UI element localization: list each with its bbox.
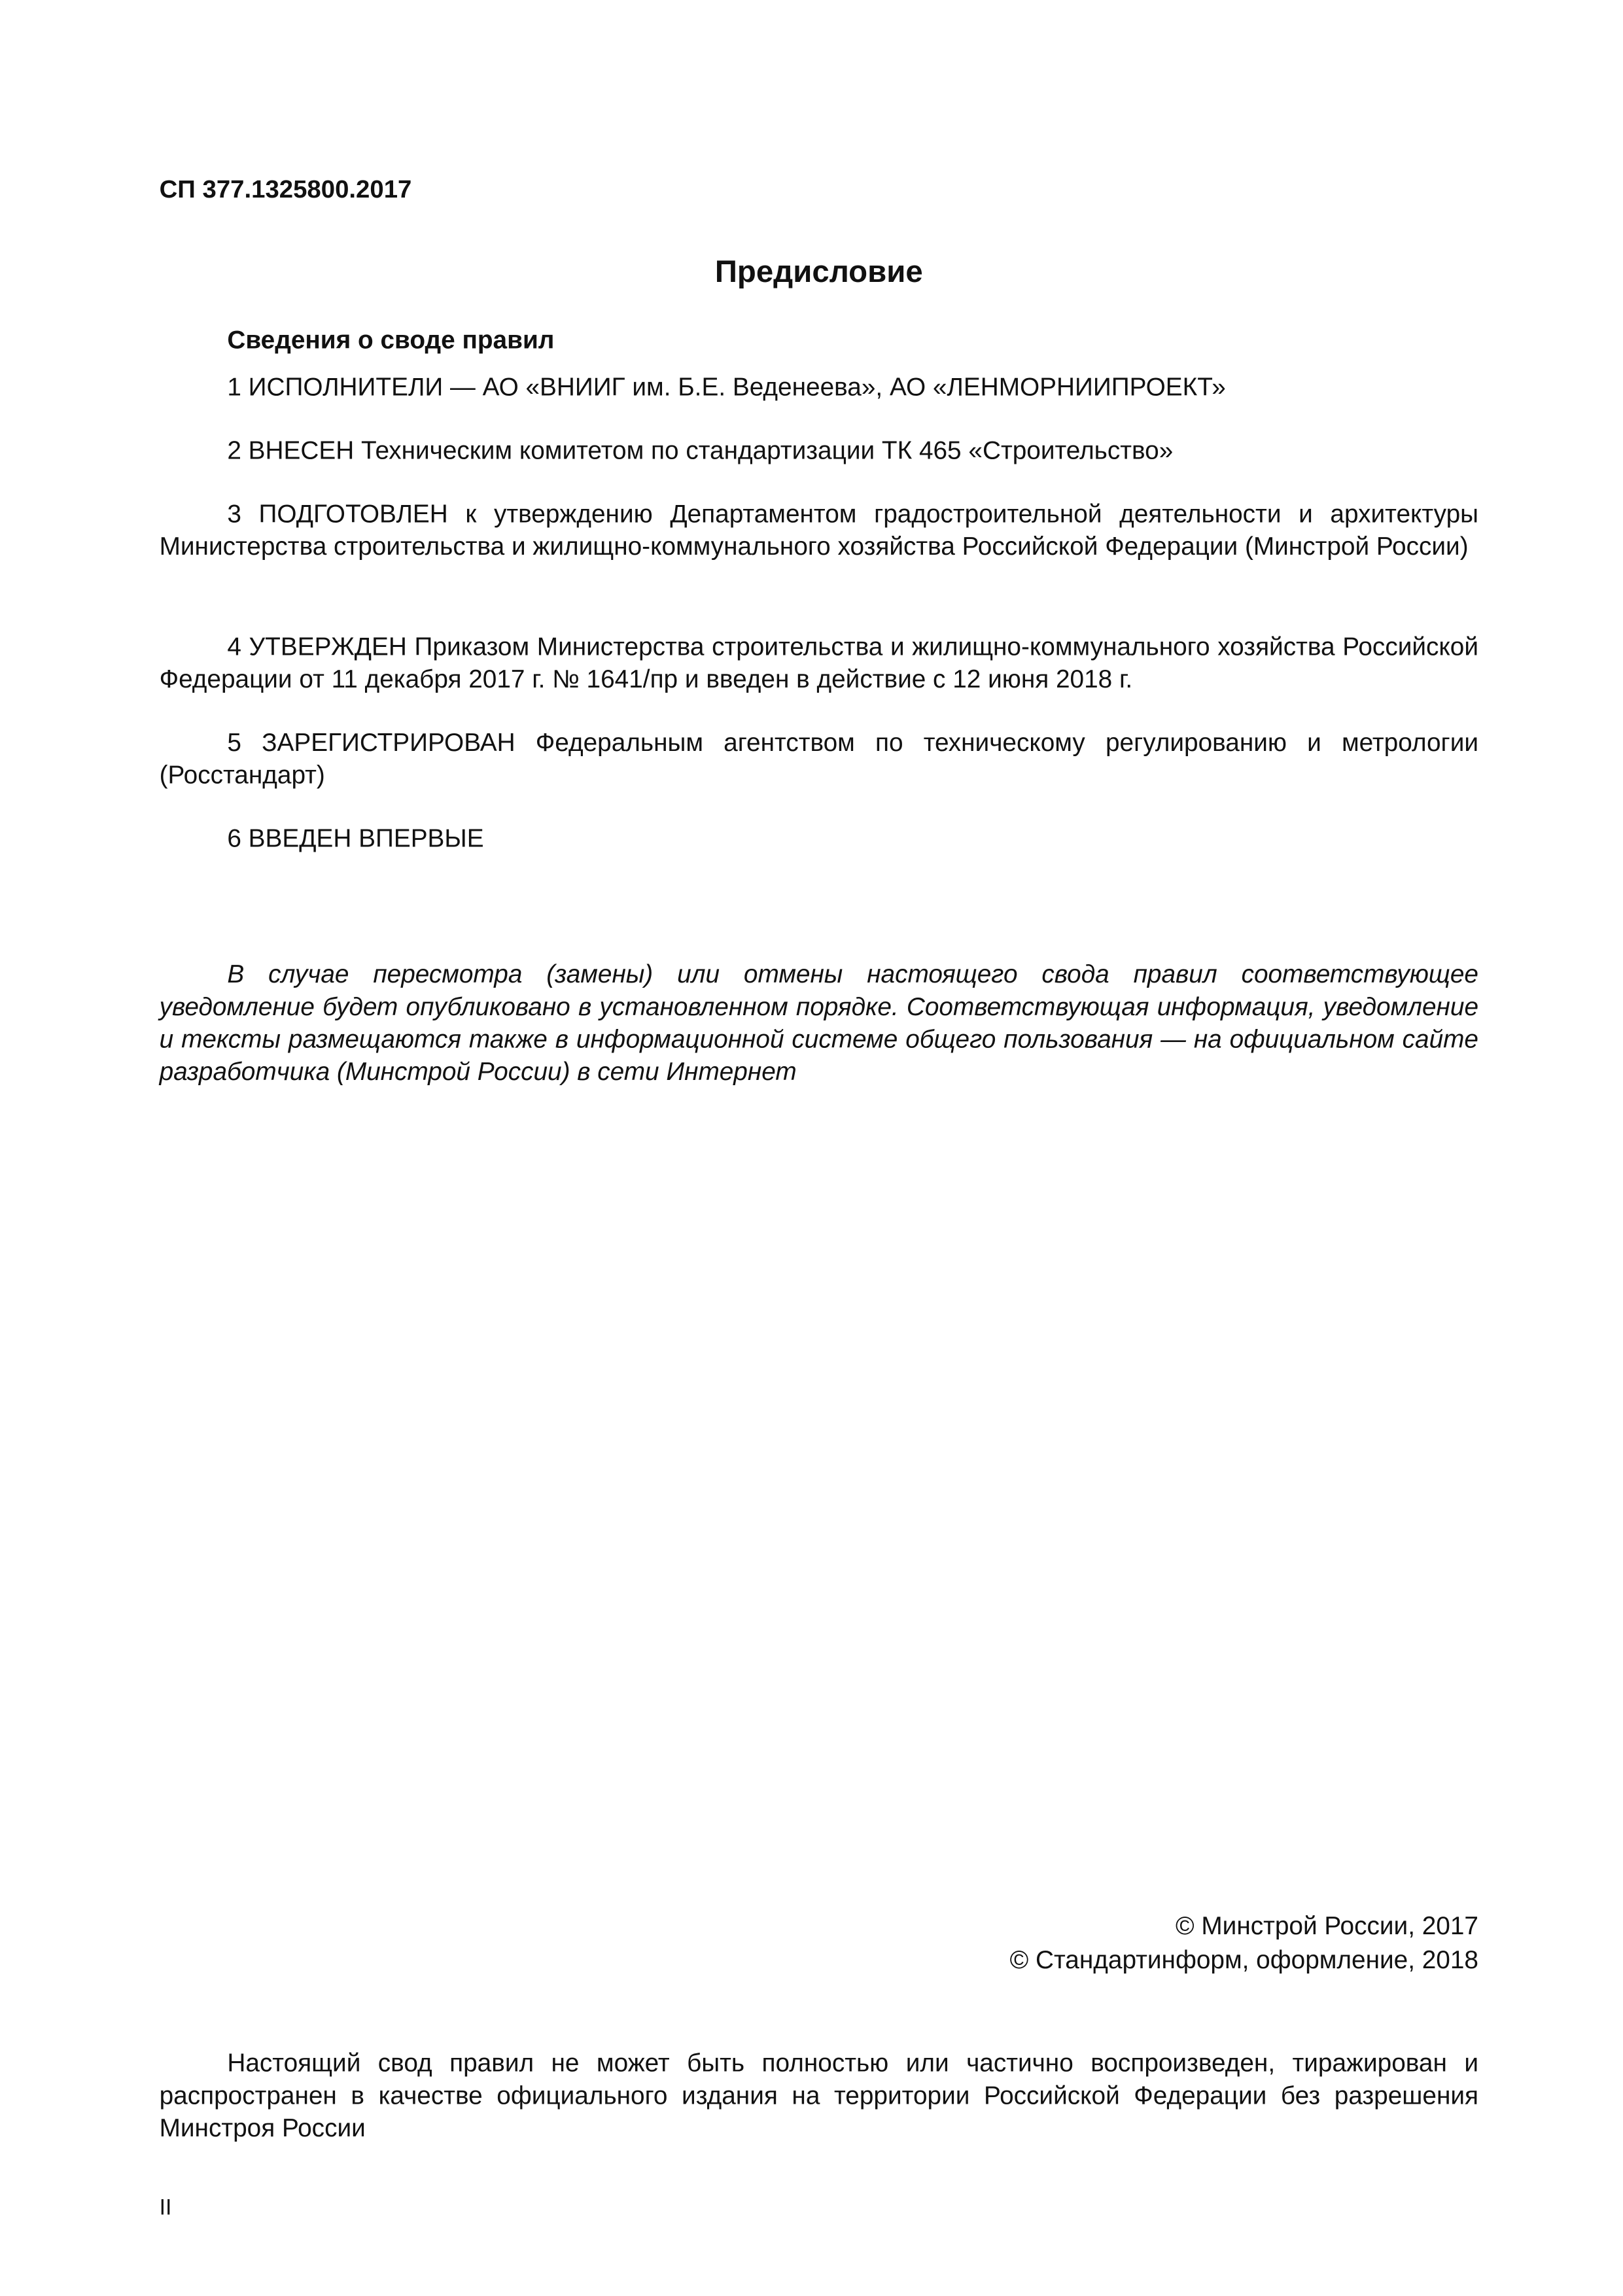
foreword-item-5: 5 ЗАРЕГИСТРИРОВАН Федеральным агентством по техническому регулированию и метрологии (Росстандарт) — [159, 727, 1479, 790]
foreword-item-6: 6 ВВЕДЕН ВПЕРВЫЕ — [227, 823, 484, 853]
copyright-standartinform: © Стандартинформ, оформление, 2018 — [1009, 1944, 1479, 1974]
foreword-item-2: 2 ВНЕСЕН Техническим комитетом по стандартизации ТК 465 «Строительство» — [227, 435, 1174, 465]
foreword-item-4: 4 УТВЕРЖДЕН Приказом Министерства строительства и жилищно-коммунального хозяйства Российской Федерации от 11 декабря 2017 г. № 1641/пр и введен в действие с 12 июня 2018 г. — [159, 631, 1479, 694]
copyright-ministry: © Минстрой России, 2017 — [1176, 1910, 1479, 1940]
foreword-title: Предисловие — [714, 255, 923, 290]
foreword-item-1: 1 ИСПОЛНИТЕЛИ — АО «ВНИИГ им. Б.Е. Веденеева», АО «ЛЕНМОРНИИПРОЕКТ» — [227, 372, 1226, 402]
document-code: СП 377.1325800.2017 — [159, 175, 412, 204]
page-number: II — [159, 2195, 172, 2221]
revision-notice: В случае пересмотра (замены) или отмены настоящего свода правил соответствующее уведомление будет опубликовано в установленном порядке. Соответствующая информация, уведомление и тексты размещаются также в информационной системе общего пользования — на официальном сайте разработчика (Минстрой России) в сети Интернет — [159, 959, 1479, 1087]
foreword-item-3: 3 ПОДГОТОВЛЕН к утверждению Департаментом градостроительной деятельности и архитектуры Министерства строительства и жилищно-коммунального хозяйства Российской Федерации (Минстрой России) — [159, 498, 1479, 561]
foreword-subtitle: Сведения о своде правил — [227, 324, 555, 355]
reproduction-notice: Настоящий свод правил не может быть полностью или частично воспроизведен, тиражирован и распространен в качестве официального издания на территории Российской Федерации без разрешения Минстроя России — [159, 2047, 1479, 2142]
